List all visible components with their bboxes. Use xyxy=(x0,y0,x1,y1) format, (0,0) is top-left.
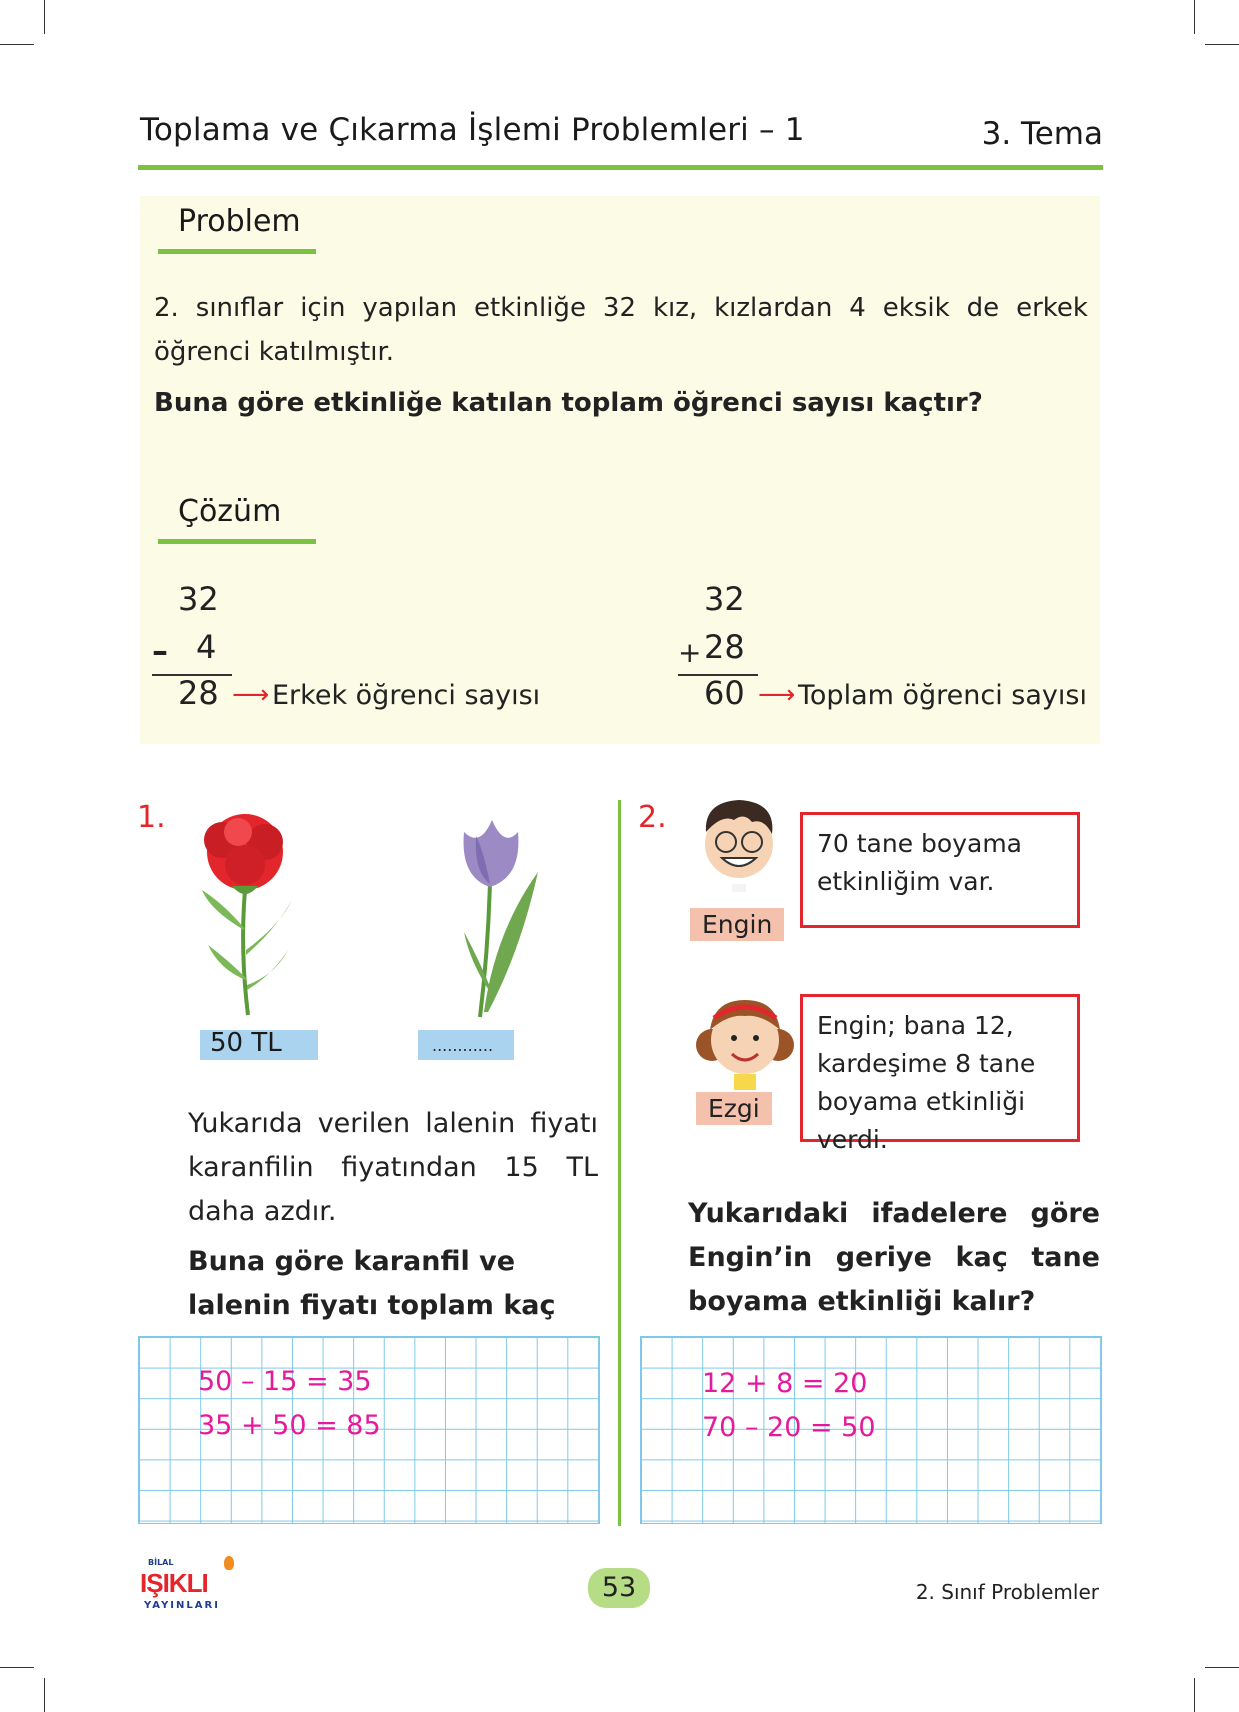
answer-2-line-2: 70 – 20 = 50 xyxy=(702,1412,876,1443)
engin-name-tag: Engin xyxy=(690,908,784,941)
question-1-prompt: Buna göre karanfil ve lalenin fiyatı toplam kaç xyxy=(188,1246,556,1321)
column-divider xyxy=(618,800,621,1526)
crop-mark xyxy=(0,44,34,45)
tulip-image xyxy=(440,812,550,1022)
solution-heading: Çözüm xyxy=(178,494,282,529)
question-2-number: 2. xyxy=(638,800,667,835)
question-2-prompt: Yukarıdaki ifadelere göre Engin’in geriye kaç tane boyama etkinliği kalır? xyxy=(688,1198,1100,1317)
add-bottom: 28 xyxy=(704,628,745,666)
ezgi-speech-bubble: Engin; bana 12, kardeşime 8 tane boyama etkinliği verdi. xyxy=(800,994,1080,1142)
crop-mark xyxy=(1205,44,1239,45)
ezgi-name-tag: Ezgi xyxy=(696,1092,772,1125)
answer-2-line-1: 12 + 8 = 20 xyxy=(702,1368,868,1399)
solution-heading-underline xyxy=(158,539,316,544)
engin-avatar xyxy=(694,792,784,892)
problem-question: Buna göre etkinliğe katılan toplam öğrenci sayısı kaçtır? xyxy=(154,388,983,418)
arrow-icon: ⟶ xyxy=(758,680,796,710)
problem-box xyxy=(140,196,1100,744)
carnation-image xyxy=(180,810,310,1020)
sub-note: Erkek öğrenci sayısı xyxy=(272,680,541,711)
carnation-price: 50 TL xyxy=(210,1028,282,1058)
crop-mark xyxy=(44,1678,45,1712)
problem-text: 2. sınıflar için yapılan etkinliğe 32 kız, kızlardan 4 eksik de erkek öğrenci katılmıştır. xyxy=(154,293,1088,367)
header-divider xyxy=(138,165,1103,170)
sub-top: 32 xyxy=(178,580,219,618)
crop-mark xyxy=(1194,1678,1195,1712)
add-operator: + xyxy=(678,636,702,669)
page-title: Toplama ve Çıkarma İşlemi Problemleri – 1 xyxy=(140,112,805,148)
crop-mark xyxy=(44,0,45,34)
question-1-text: Yukarıda verilen lalenin fiyatı karanfilin fiyatından 15 TL daha azdır. xyxy=(188,1108,598,1227)
sub-bottom: 4 xyxy=(196,628,217,666)
answer-1-line-1: 50 – 15 = 35 xyxy=(198,1366,372,1397)
sub-operator: – xyxy=(152,632,168,670)
logo-main-text: IŞIKLI xyxy=(140,1568,208,1598)
engin-speech-bubble: 70 tane boyama etkinliğim var. xyxy=(800,812,1080,928)
logo-small-text: BİLAL xyxy=(148,1558,174,1567)
crop-mark xyxy=(0,1667,34,1668)
logo-sub-text: YAYINLARI xyxy=(144,1600,220,1611)
crop-mark xyxy=(1194,0,1195,34)
question-1-number: 1. xyxy=(137,800,166,835)
tulip-price-blank: ............ xyxy=(432,1036,494,1055)
crop-mark xyxy=(1205,1667,1239,1668)
page-number: 53 xyxy=(601,1572,637,1603)
logo-flame-icon xyxy=(224,1556,234,1570)
answer-1-line-2: 35 + 50 = 85 xyxy=(198,1410,381,1441)
publisher-logo xyxy=(140,1556,250,1614)
add-top: 32 xyxy=(704,580,745,618)
sub-result: 28 xyxy=(178,674,219,712)
arrow-icon: ⟶ xyxy=(232,680,270,710)
problem-heading-underline xyxy=(158,249,316,254)
book-title: 2. Sınıf Problemler xyxy=(915,1580,1099,1604)
add-result: 60 xyxy=(704,674,745,712)
theme-label: 3. Tema xyxy=(981,116,1103,152)
add-note: Toplam öğrenci sayısı xyxy=(798,680,1087,711)
problem-heading: Problem xyxy=(178,204,301,239)
ezgi-avatar xyxy=(690,990,800,1090)
